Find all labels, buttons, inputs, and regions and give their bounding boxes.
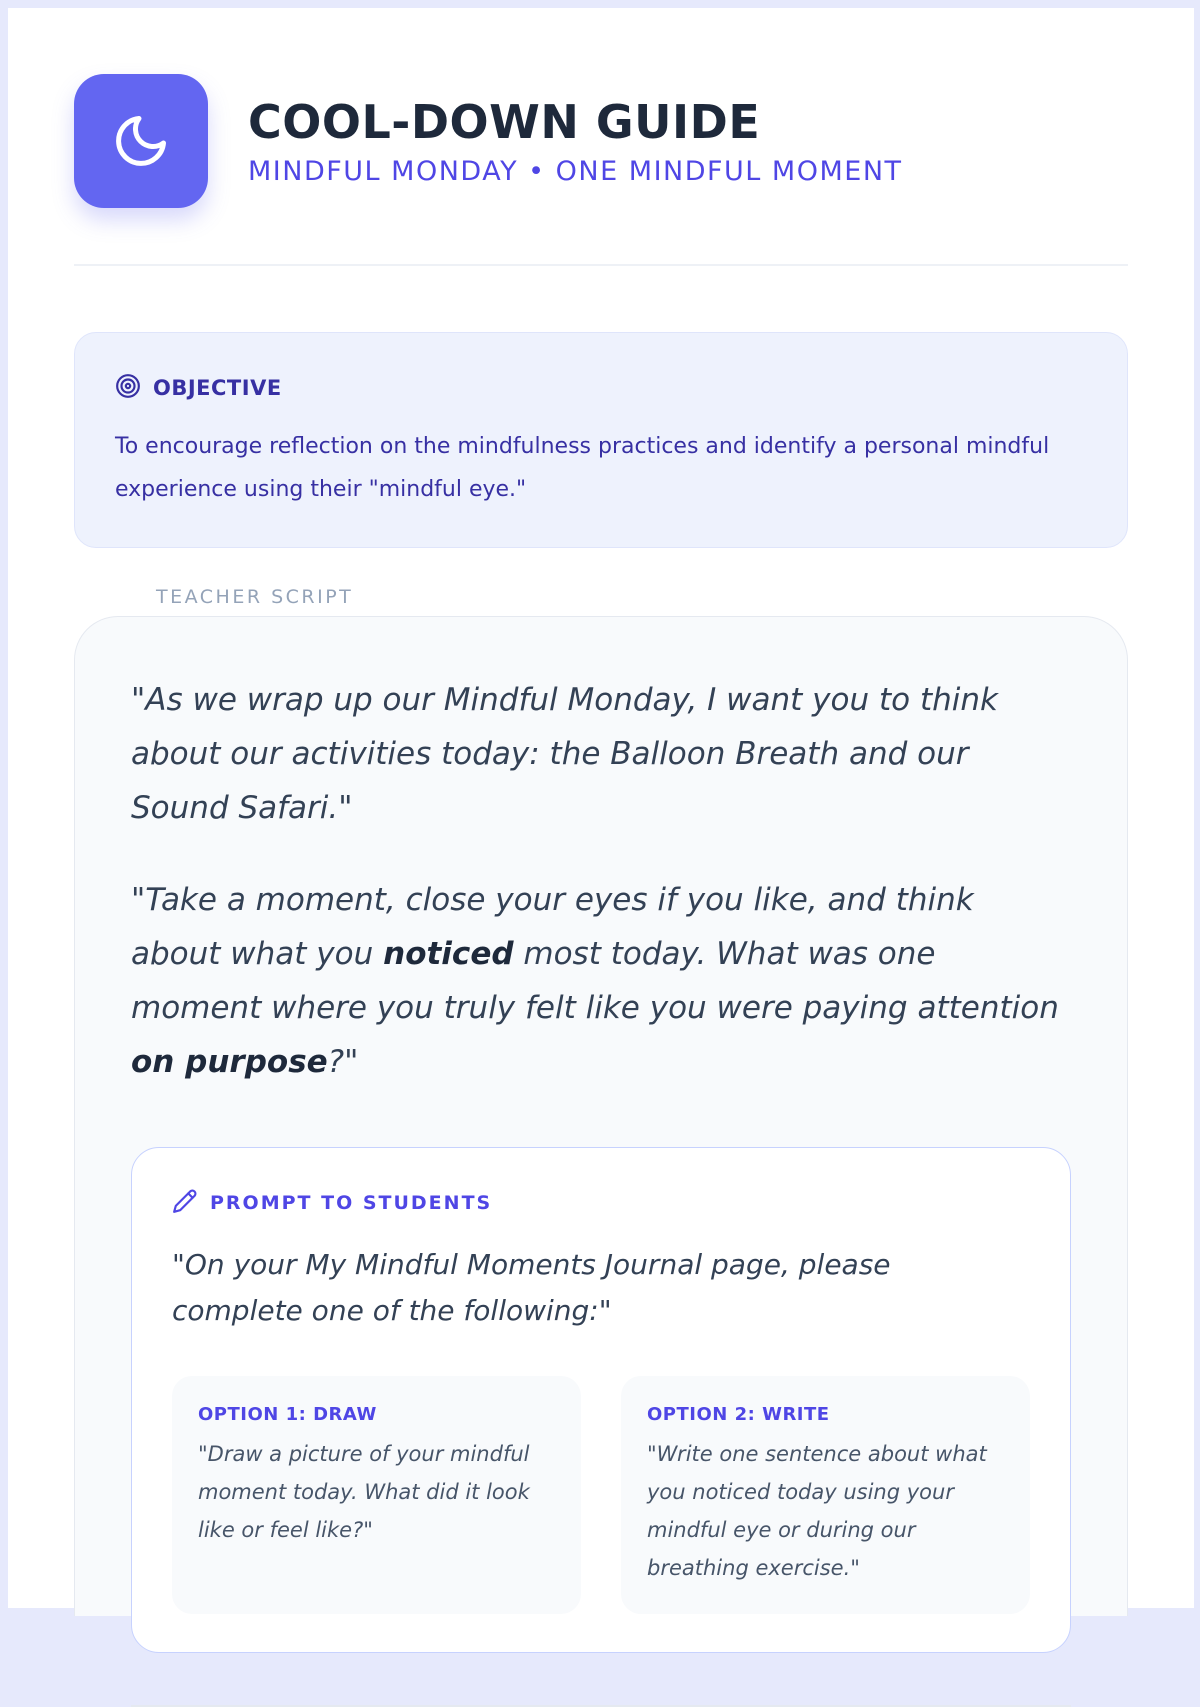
prompt-label: PROMPT TO STUDENTS xyxy=(210,1192,493,1214)
cool-down-guide-page xyxy=(8,8,1194,1608)
objective-card xyxy=(74,332,1128,548)
script-quote-1: "As we wrap up our Mindful Monday, I want you to think about our activities today: the Balloon Breath and our Sound Safari." xyxy=(131,682,998,826)
quote2-part3: ?" xyxy=(327,1044,359,1080)
header-divider xyxy=(74,264,1128,266)
teacher-script-tab: TEACHER SCRIPT xyxy=(130,582,379,614)
option-title: OPTION 1: DRAW xyxy=(198,1404,377,1425)
option-text: "Write one sentence about what you noticed today using your mindful eye or during our breathing exercise." xyxy=(647,1442,987,1580)
quote2-part1: "Take a moment, close your eyes if you like, and think about what you xyxy=(131,882,974,972)
option-write xyxy=(621,1376,1030,1614)
script-quote-2 xyxy=(131,873,1071,1089)
option-text: "Draw a picture of your mindful moment today. What did it look like or feel like?" xyxy=(198,1442,530,1542)
header-titles xyxy=(248,96,903,187)
quote2-bold-noticed: noticed xyxy=(383,936,514,972)
teacher-script-card xyxy=(74,616,1128,1616)
prompt-options xyxy=(172,1376,1030,1614)
page-title: COOL-DOWN GUIDE xyxy=(248,94,761,149)
objective-label: OBJECTIVE xyxy=(153,376,282,400)
option-draw xyxy=(172,1376,581,1614)
target-icon xyxy=(115,373,141,403)
prompt-text: "On your My Mindful Moments Journal page, please complete one of the following:" xyxy=(172,1248,891,1327)
option-title: OPTION 2: WRITE xyxy=(647,1404,830,1425)
page-subtitle: MINDFUL MONDAY • ONE MINDFUL MOMENT xyxy=(248,155,903,187)
objective-header xyxy=(115,373,1087,403)
prompt-card xyxy=(131,1147,1071,1653)
quote2-bold-on-purpose: on purpose xyxy=(131,1044,328,1080)
header xyxy=(74,74,1128,208)
moon-icon xyxy=(74,74,208,208)
prompt-header xyxy=(172,1188,1030,1218)
quote2-part2: most today. What was one moment where you truly felt like you were paying attention xyxy=(131,936,1059,1026)
teacher-script-section xyxy=(74,586,1128,1616)
pencil-icon xyxy=(172,1188,198,1218)
objective-text: To encourage reflection on the mindfulness practices and identify a personal mindful experience using their "mindful eye." xyxy=(115,434,1050,502)
